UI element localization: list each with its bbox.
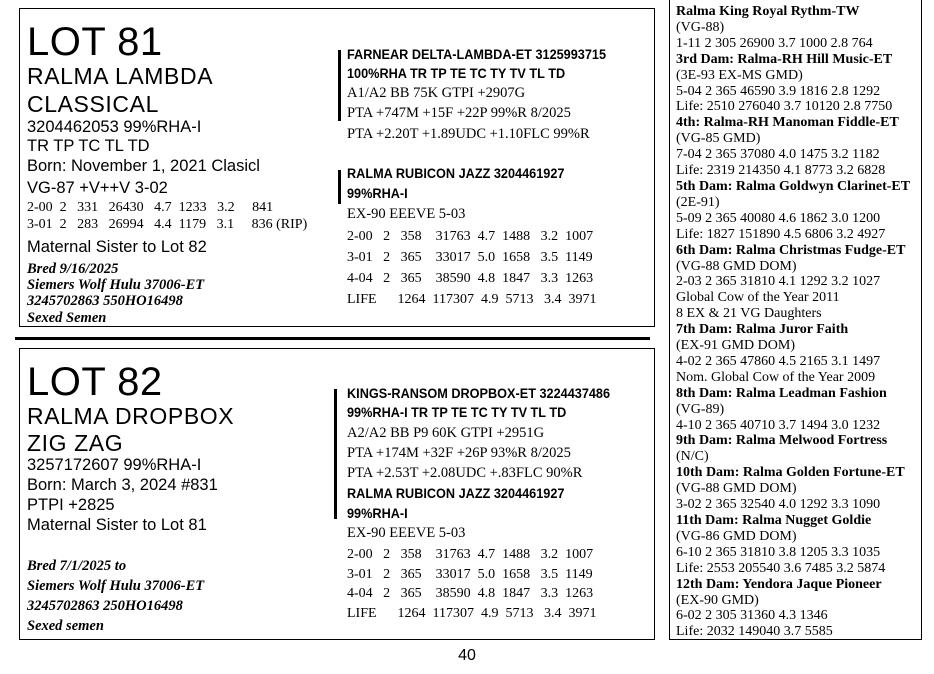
lot-81-dam-record-3: 4-04 2 365 38590 4.8 1847 3.3 1263 [347,271,594,286]
lot-82-bred-semen: Sexed semen [27,618,104,634]
pedigree-detail: 5-09 2 365 40080 4.6 1862 3.0 1200 [676,210,881,226]
lot-82-dam-name: RALMA RUBICON JAZZ 3204461927 [347,486,565,501]
pedigree-detail: Life: 2510 276040 3.7 10120 2.8 7750 [676,99,893,115]
lot-82-registration: 3257172607 99%RHA-I [27,456,202,474]
pedigree-dam-name: 4th: Ralma-RH Manoman Fiddle-ET [676,115,899,131]
lot-81-dam-rha: 99%RHA-I [347,186,408,201]
lot-82-dam-record-3: 4-04 2 365 38590 4.8 1847 3.3 1263 [347,586,594,601]
lot-81-bred-sire: Siemers Wolf Hulu 37006-ET [27,277,205,293]
lot-82-bred-date: Bred 7/1/2025 to [27,558,127,574]
lot-81-dam-classification: EX-90 EEEVE 5-03 [347,206,466,222]
pedigree-detail: 1-11 2 305 26900 3.7 1000 2.8 764 [676,35,873,51]
lot-81-registration: 3204462053 99%RHA-I [27,118,202,136]
pedigree-detail: (EX-91 GMD DOM) [676,338,795,354]
lot-81-name-line-1: RALMA LAMBDA [27,63,214,89]
lot-82-dam-classification: EX-90 EEEVE 5-03 [347,525,466,541]
pedigree-dam-name: Ralma King Royal Rythm-TW [676,4,860,19]
lot-82-ptpi: PTPI +2825 [27,496,115,514]
pedigree-dam-name: 6th Dam: Ralma Christmas Fudge-ET [676,242,906,258]
lot-81-bred-semen: Sexed Semen [27,310,107,326]
lot-82-born: Born: March 3, 2024 #831 [27,476,218,494]
lot-82-sire-pta-type: PTA +2.53T +2.08UDC +.83FLC 90%R [347,465,583,481]
lot-81-sire-tests: 100%RHA TR TP TE TC TY TV TL TD [347,66,566,81]
lot-82-bred-sire: Siemers Wolf Hulu 37006-ET [27,578,205,594]
lot-82-dam-lifetime: LIFE 1264 117307 4.9 5713 3.4 3971 [347,606,597,621]
pedigree-dam-name: 8th Dam: Ralma Leadman Fashion [676,385,887,401]
pedigree-detail: 3-02 2 365 32540 4.0 1292 3.3 1090 [676,497,881,513]
pedigree-detail: 4-10 2 365 40710 3.7 1494 3.0 1232 [676,417,881,433]
lot-81-sire-genomics: A1/A2 BB 75K GTPI +2907G [347,85,526,101]
pedigree-detail: Life: 2319 214350 4.1 8773 3.2 6828 [676,163,886,179]
lot-81-dam-lifetime: LIFE 1264 117307 4.9 5713 3.4 3971 [347,292,597,307]
pedigree-detail: 2-03 2 365 31810 4.1 1292 3.2 1027 [676,274,881,290]
lot-81-name-line-2: CLASSICAL [27,91,159,117]
pedigree-detail: (3E-93 EX-MS GMD) [676,67,803,83]
lot-81-dam-name: RALMA RUBICON JAZZ 3204461927 [347,166,565,181]
lot-separator [15,337,650,340]
lot-82-name-line-2: ZIG ZAG [27,430,124,456]
lot-82-sire-pta-production: PTA +174M +32F +26P 93%R 8/2025 [347,445,571,461]
pedigree-detail: 6-02 2 305 31360 4.3 1346 [676,608,828,624]
pedigree-dam-name: 7th Dam: Ralma Juror Faith [676,322,849,338]
lot-81-sire-bar [338,50,341,121]
pedigree-detail: Life: 2032 149040 3.7 5585 [676,624,833,640]
lot-81-record-2: 3-01 2 283 26994 4.4 1179 3.1 836 (RIP) [27,217,308,232]
lot-81-dam-record-2: 3-01 2 365 33017 5.0 1658 3.5 1149 [347,250,593,265]
pedigree-detail: (VG-88 GMD DOM) [676,258,797,274]
pedigree-detail: (VG-88 GMD DOM) [676,481,797,497]
pedigree-detail: Life: 2553 205540 3.6 7485 3.2 5874 [676,560,886,576]
lot-81-sire-pta-type: PTA +2.20T +1.89UDC +1.10FLC 99%R [347,126,590,142]
pedigree-detail: Global Cow of the Year 2011 [676,290,840,306]
lot-82-dam-rha: 99%RHA-I [347,506,408,521]
pedigree-detail: (VG-85 GMD) [676,131,761,147]
pedigree-dam-name: 3rd Dam: Ralma-RH Hill Music-ET [676,51,893,67]
pedigree-detail: (2E-91) [676,194,720,210]
lot-82-dam-record-2: 3-01 2 365 33017 5.0 1658 3.5 1149 [347,567,593,582]
pedigree-detail: Life: 1827 151890 4.5 6806 3.2 4927 [676,226,886,242]
lot-82-title: LOT 82 [27,360,163,404]
pedigree-dam-name: 10th Dam: Ralma Golden Fortune-ET [676,465,905,481]
pedigree-dam-name: 11th Dam: Ralma Nugget Goldie [676,513,872,528]
pedigree-dam-name: 12th Dam: Yendora Jaque Pioneer [676,576,882,592]
lot-82-dam-record-1: 2-00 2 358 31763 4.7 1488 3.2 1007 [347,547,594,562]
lot-81-dam-bar [338,170,341,204]
pedigree-detail: 6-10 2 365 31810 3.8 1205 3.3 1035 [676,544,881,560]
lot-81-title: LOT 81 [27,20,163,64]
lot-81-classification: VG-87 +V++V 3-02 [27,179,168,197]
lot-81-record-1: 2-00 2 331 26430 4.7 1233 3.2 841 [27,200,274,215]
lot-82-maternal-note: Maternal Sister to Lot 81 [27,516,207,534]
lot-81-dam-record-1: 2-00 2 358 31763 4.7 1488 3.2 1007 [347,229,594,244]
lot-82-name-line-1: RALMA DROPBOX [27,403,235,429]
lot-81-genomic-tests: TR TP TC TL TD [27,137,150,155]
lot-81-sire-pta-production: PTA +747M +15F +22P 99%R 8/2025 [347,105,571,121]
pedigree-detail: 5-04 2 365 46590 3.9 1816 2.8 1292 [676,83,881,99]
page-number: 40 [458,647,476,664]
lot-82-sire-tests: 99%RHA-I TR TP TE TC TY TV TL TD [347,405,567,420]
lot-81-bred-code: 3245702863 550HO16498 [27,293,183,309]
lot-82-sire-genomics: A2/A2 BB P9 60K GTPI +2951G [347,425,545,441]
pedigree-detail: Nom. Global Cow of the Year 2009 [676,369,876,385]
lot-81-born: Born: November 1, 2021 Clasicl [27,157,260,175]
pedigree-detail: (VG-86 GMD DOM) [676,528,797,544]
lot-81-bred-date: Bred 9/16/2025 [27,261,119,277]
pedigree-detail: (VG-89) [676,401,725,417]
lot-82-sire-bar [334,389,337,519]
lot-81-sire-name: FARNEAR DELTA-LAMBDA-ET 3125993715 [347,47,607,62]
pedigree-detail: (VG-88) [676,19,725,35]
pedigree-list [676,4,926,640]
pedigree-detail: 8 EX & 21 VG Daughters [676,306,822,322]
pedigree-detail: 7-04 2 365 37080 4.0 1475 3.2 1182 [676,147,880,163]
lot-81-maternal-note: Maternal Sister to Lot 82 [27,238,207,256]
pedigree-dam-name: 5th Dam: Ralma Goldwyn Clarinet-ET [676,178,911,194]
lot-82-sire-name: KINGS-RANSOM DROPBOX-ET 3224437486 [347,386,611,401]
pedigree-detail: 4-02 2 365 47860 4.5 2165 3.1 1497 [676,353,881,369]
pedigree-dam-name: 9th Dam: Ralma Melwood Fortress [676,433,888,449]
pedigree-detail: (N/C) [676,449,709,465]
lot-82-bred-code: 3245702863 250HO16498 [27,598,183,614]
pedigree-detail: (EX-90 GMD) [676,592,759,608]
